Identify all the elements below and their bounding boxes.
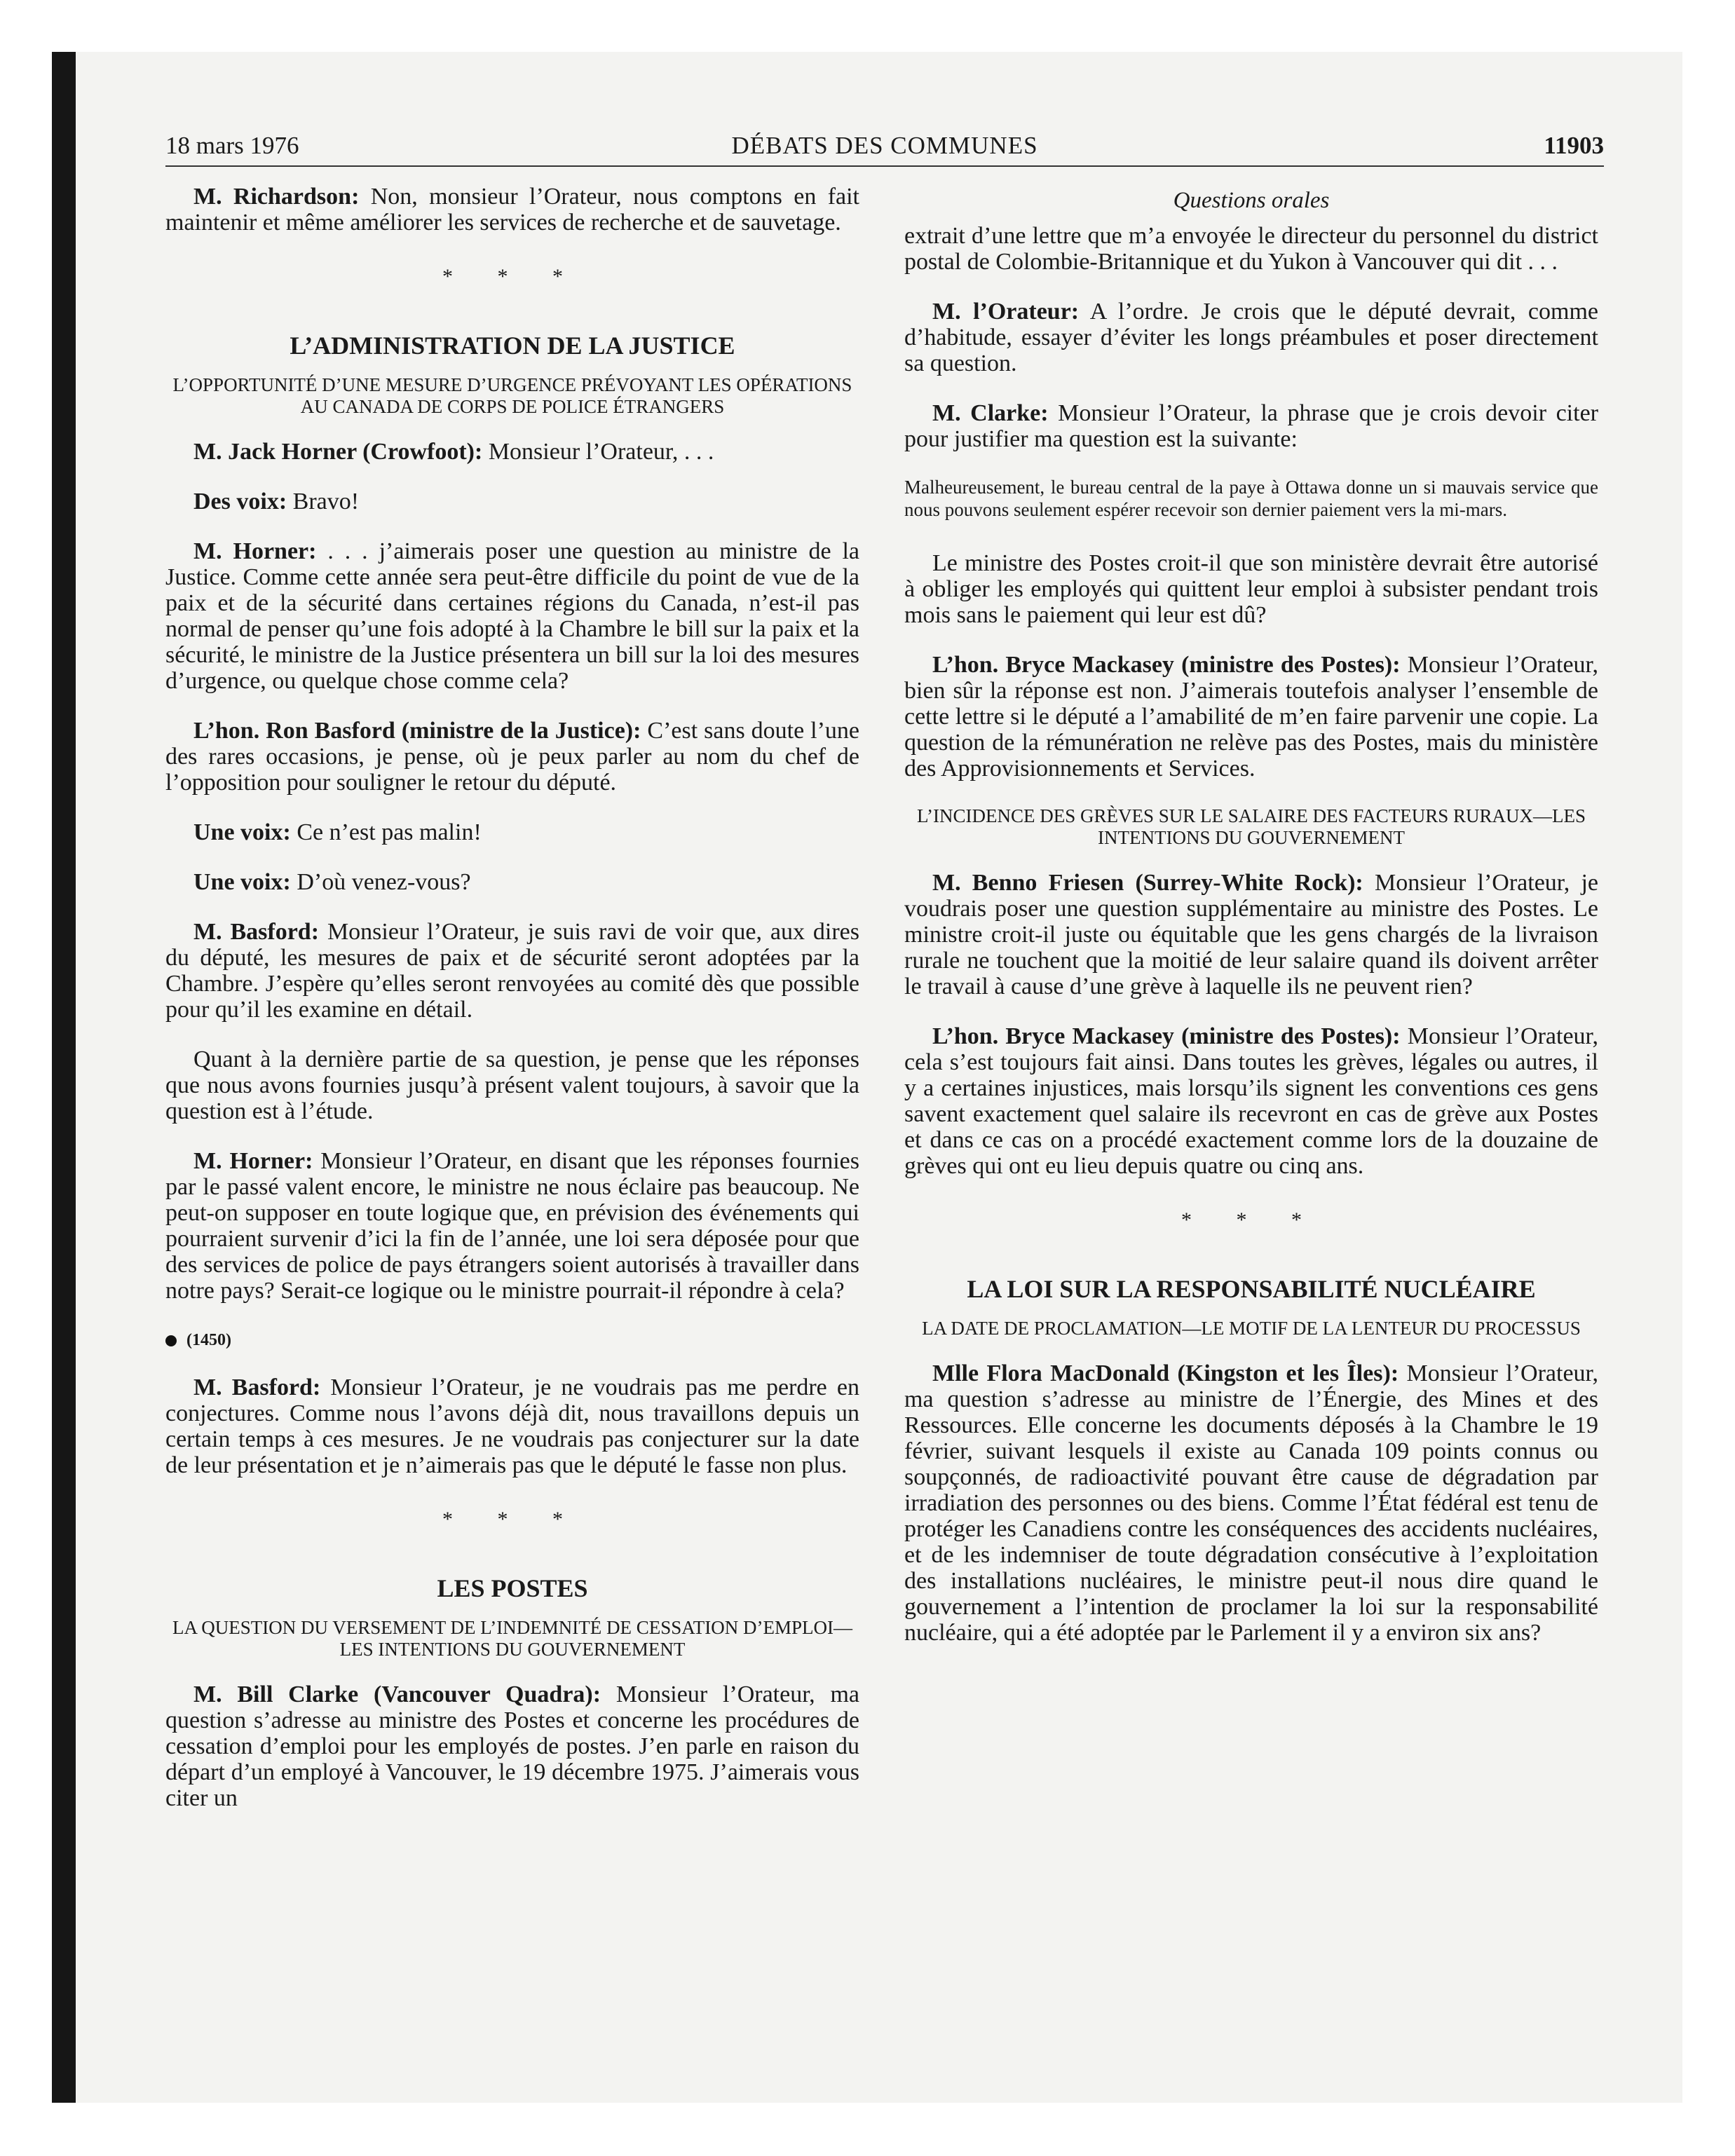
- paragraph: [165, 718, 859, 796]
- paragraph: [165, 819, 859, 845]
- section-title: LES POSTES: [437, 1574, 588, 1602]
- paragraph: [904, 1360, 1598, 1646]
- speaker: M. Basford:: [193, 1374, 321, 1400]
- speaker: M. Clarke:: [932, 400, 1049, 426]
- paragraph: [165, 489, 859, 514]
- speaker: Des voix:: [193, 489, 287, 514]
- section-subtitle: LA DATE DE PROCLAMATION—LE MOTIF DE LA LENTEUR DU PROCESSUS: [922, 1318, 1581, 1339]
- speaker: M. Horner:: [193, 1148, 313, 1174]
- speech: A l’ordre. Je crois que le député devrait, comme d’habitude, essayer d’éviter les longs préambules et poser directement sa question.: [904, 299, 1598, 376]
- paragraph: extrait d’une lettre que m’a envoyée le directeur du personnel du district postal de Colombie-Britannique et du Yukon à Vancouver qui dit . . .: [904, 223, 1598, 275]
- speaker: L’hon. Ron Basford (ministre de la Justice):: [193, 718, 641, 744]
- paragraph: [165, 184, 859, 236]
- binding-edge: [52, 52, 76, 2103]
- speech: Monsieur l’Orateur, ma question s’adresse au ministre des Postes et concerne les procédures de cessation d’emploi pour les employés de postes. J’en parle en raison du départ d’un employé à Vancouver, le 19 décembre 1975. J’aimerais vous citer un: [165, 1681, 859, 1811]
- section-subtitle: L’OPPORTUNITÉ D’UNE MESURE D’URGENCE PRÉVOYANT LES OPÉRATIONS AU CANADA DE CORPS DE POLICE ÉTRANGERS: [172, 374, 852, 417]
- time-marker: [165, 1328, 859, 1353]
- speaker: Une voix:: [193, 819, 291, 845]
- section-subtitle: L’INCIDENCE DES GRÈVES SUR LE SALAIRE DES FACTEURS RURAUX—LES INTENTIONS DU GOUVERNEMENT: [916, 805, 1586, 848]
- speech: Monsieur l’Orateur, . . .: [482, 439, 714, 465]
- speech: Bravo!: [287, 489, 360, 514]
- running-head: Questions orales: [1173, 188, 1330, 213]
- speech: Monsieur l’Orateur, cela s’est toujours fait ainsi. Dans toutes les grèves, légales ou autres, il y a certaines injustices, mais lorsqu’ils signent les conventions ces gens savent exactement quel salaire ils recevront en cas de grève aux Postes et dans ce cas on a procédé exactement comme lors de la douzaine de grèves qui ont eu lieu depuis quatre ou cinq ans.: [904, 1023, 1598, 1179]
- speech: Monsieur l’Orateur, je voudrais poser une question supplémentaire au ministre des Postes. Le ministre croit-il juste ou équitable que les gens chargés de la livraison rurale ne touchent que la moitié de leur salaire quand ils doivent arrêter le travail à cause d’une grève à laquelle ils ne peuvent rien?: [904, 870, 1599, 999]
- speech: . . . j’aimerais poser une question au ministre de la Justice. Comme cette année sera peut-être difficile du point de vue de la paix et de la sécurité dans certaines régions du Canada, n’est-il pas normal de penser qu’une fois adopté à la Chambre le bill sur la paix et la sécurité, le ministre de la Justice présentera un bill sur la loi des mesures d’urgence, ou quelque chose comme cela?: [165, 538, 859, 694]
- paragraph: [165, 1681, 859, 1811]
- section-divider: * * *: [1181, 1208, 1321, 1231]
- paragraph: [165, 439, 859, 465]
- speaker: M. Richardson:: [193, 184, 360, 210]
- bullet-icon: [165, 1335, 177, 1346]
- header-page-number: 11903: [1544, 132, 1604, 159]
- time-stamp: (1450): [186, 1331, 231, 1349]
- paragraph: [165, 1374, 859, 1478]
- speaker: M. Basford:: [193, 919, 320, 945]
- speaker: Une voix:: [193, 869, 291, 895]
- paragraph: Le ministre des Postes croit-il que son ministère devrait être autorisé à obliger les employés qui quittent leur emploi à subsister pendant trois mois sans le paiement qui leur est dû?: [904, 550, 1598, 628]
- speaker: L’hon. Bryce Mackasey (ministre des Postes):: [932, 652, 1401, 678]
- speaker: M. Bill Clarke (Vancouver Quadra):: [193, 1681, 601, 1707]
- section-title: LA LOI SUR LA RESPONSABILITÉ NUCLÉAIRE: [967, 1275, 1536, 1303]
- speaker: M. l’Orateur:: [932, 299, 1080, 325]
- paragraph: [904, 652, 1598, 782]
- paragraph: [165, 869, 859, 895]
- paragraph: [165, 919, 859, 1023]
- section-subtitle: LA QUESTION DU VERSEMENT DE L’INDEMNITÉ DE CESSATION D’EMPLOI—LES INTENTIONS DU GOUVERNEMENT: [172, 1617, 852, 1660]
- right-column: [904, 223, 1598, 1670]
- speech: Monsieur l’Orateur, la phrase que je crois devoir citer pour justifier ma question est la suivante:: [904, 400, 1598, 452]
- paragraph: [904, 400, 1598, 452]
- speaker: M. Benno Friesen (Surrey-White Rock):: [932, 870, 1363, 896]
- speech: Monsieur l’Orateur, bien sûr la réponse est non. J’aimerais toutefois analyser l’ensemble de cette lettre si le député a l’amabilité de m’en faire parvenir une copie. La question de la rémunération ne relève pas des Postes, mais du ministère des Approvisionnements et Services.: [904, 652, 1598, 782]
- speaker: M. Horner:: [193, 538, 317, 564]
- section-divider: * * *: [442, 1508, 583, 1531]
- speech: Non, monsieur l’Orateur, nous comptons en fait maintenir et même améliorer les services de recherche et de sauvetage.: [165, 184, 859, 236]
- speaker: M. Jack Horner (Crowfoot):: [193, 439, 483, 465]
- left-column: [165, 184, 859, 1835]
- speaker: Mlle Flora MacDonald (Kingston et les Îles):: [932, 1360, 1399, 1386]
- speaker: L’hon. Bryce Mackasey (ministre des Postes):: [932, 1023, 1401, 1049]
- header-title: DÉBATS DES COMMUNES: [731, 132, 1038, 159]
- section-title: L’ADMINISTRATION DE LA JUSTICE: [290, 332, 735, 360]
- paragraph: [904, 870, 1598, 999]
- speech: C’est sans doute l’une des rares occasions, je pense, où je peux parler au nom du chef de l’opposition pour souligner le retour du député.: [165, 718, 860, 796]
- paragraph: Quant à la dernière partie de sa question, je pense que les réponses que nous avons fournies jusqu’à présent valent toujours, à savoir que la question est à l’étude.: [165, 1046, 859, 1124]
- speech: Monsieur l’Orateur, en disant que les réponses fournies par le passé valent encore, le ministre ne nous éclaire pas beaucoup. Ne peut-on supposer en toute logique que, en prévision des événements qui pourraient survenir d’ici la fin de l’année, une loi sera déposée pour que des services de police de pays étrangers soient autorisés à travailler dans notre pays? Serait-ce logique ou le ministre pourrait-il répondre à cela?: [165, 1148, 859, 1304]
- paragraph: [165, 1148, 859, 1304]
- speech: Monsieur l’Orateur, je ne voudrais pas me perdre en conjectures. Comme nous l’avons déjà dit, nous travaillons depuis un certain temps à ces mesures. Je ne voudrais pas conjecturer sur la date de leur présentation et je n’aimerais pas que le député le fasse non plus.: [165, 1374, 859, 1478]
- speech: Monsieur l’Orateur, ma question s’adresse au ministre de l’Énergie, des Mines et des Ressources. Elle concerne les documents déposés à la Chambre le 19 février, suivant lesquels il existe au Canada 109 points connus ou soupçonnés, de radioactivité pouvant être cause de dégradation par irradiation des personnes ou des biens. Comme l’État fédéral est tenu de protéger les Canadiens contre les conséquences des accidents nucléaires, et de les indemniser de toute dégradation consécutive à l’exploitation des installations nucléaires, le ministre peut-il nous dire quand le gouvernement a l’intention de proclamer la loi sur la responsabilité nucléaire, qui a été adoptée par le Parlement il y a environ six ans?: [904, 1360, 1598, 1646]
- paragraph: [904, 1023, 1598, 1179]
- paragraph: [904, 299, 1598, 376]
- speech: Ce n’est pas malin!: [290, 819, 482, 845]
- paragraph: [165, 538, 859, 694]
- speech: D’où venez-vous?: [290, 869, 471, 895]
- header-date: 18 mars 1976: [165, 132, 299, 159]
- speech: Monsieur l’Orateur, je suis ravi de voir que, aux dires du député, les mesures de paix et de sécurité seront adoptées par la Chambre. J’espère qu’elles seront renvoyées au comité dès que possible pour qu’il les examine en détail.: [165, 919, 859, 1023]
- section-divider: * * *: [442, 265, 583, 288]
- page-header: [165, 130, 1604, 167]
- block-quote: Malheureusement, le bureau central de la paye à Ottawa donne un si mauvais service que nous pouvons seulement espérer recevoir son dernier paiement vers la mi-mars.: [904, 477, 1598, 520]
